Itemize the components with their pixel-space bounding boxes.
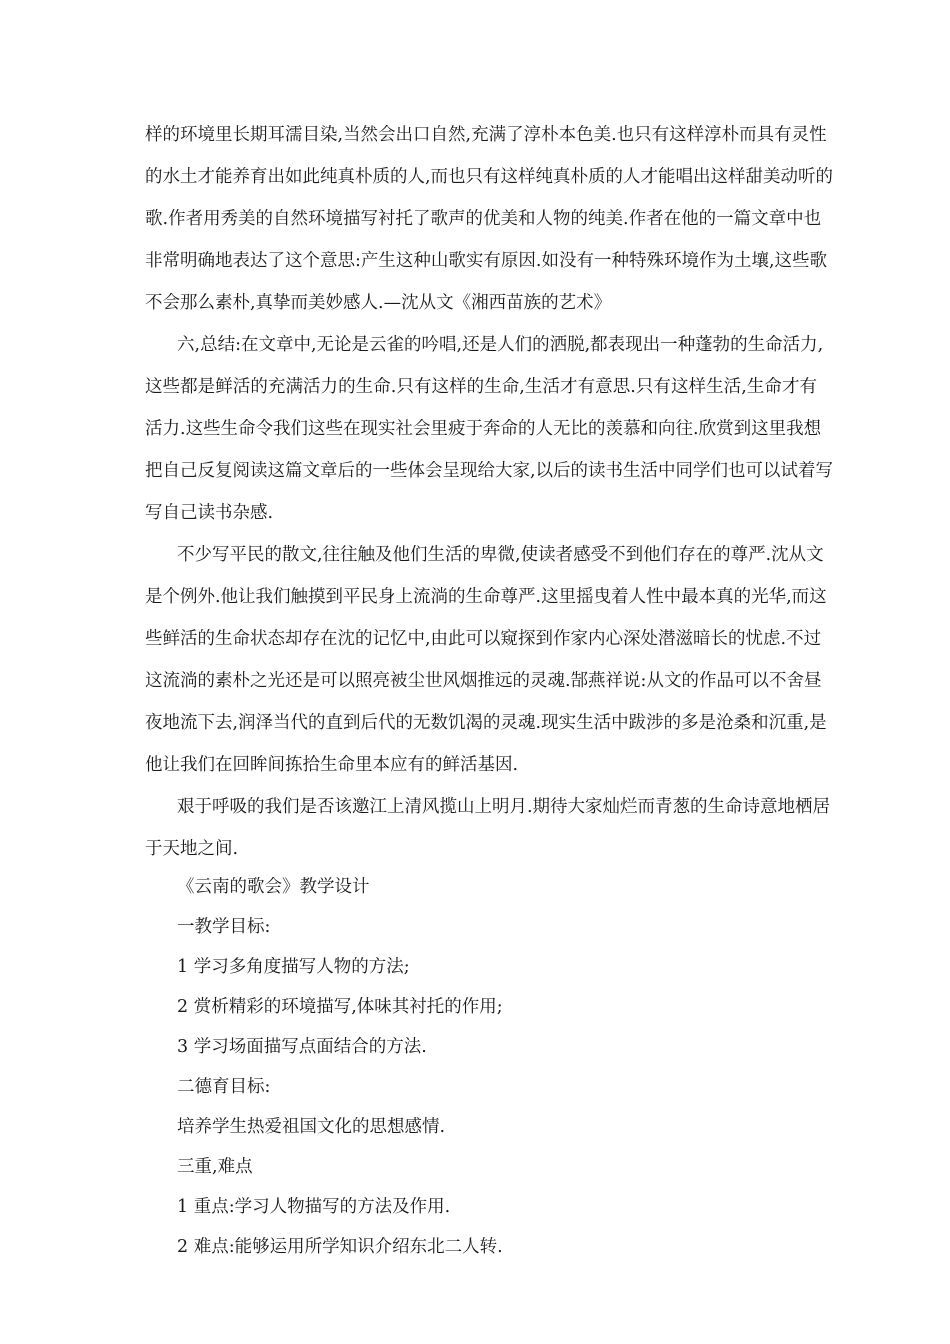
text-line: 不会那么素朴,真挚而美妙感人.—沈从文《湘西苗族的艺术》 <box>145 293 612 313</box>
text-line: 是个例外.他让我们触摸到平民身上流淌的生命尊严.这里摇曳着人性中最本真的光华,而这 <box>145 587 827 607</box>
list-item: 3 学习场面描写点面结合的方法. <box>177 1037 427 1057</box>
text-line: 活力.这些生命令我们这些在现实社会里疲于奔命的人无比的羡慕和向往.欣赏到这里我想 <box>145 419 822 439</box>
text-line: 样的环境里长期耳濡目染,当然会出口自然,充满了淳朴本色美.也只有这样淳朴而具有灵性 <box>145 125 827 145</box>
text-line: 这流淌的素朴之光还是可以照亮被尘世风烟推远的灵魂.郜燕祥说:从文的作品可以不舍昼 <box>145 671 822 691</box>
text-line: 他让我们在回眸间拣拾生命里本应有的鲜活基因. <box>145 755 519 775</box>
text-line: 不少写平民的散文,往往触及他们生活的卑微,使读者感受不到他们存在的尊严.沈从文 <box>177 545 824 565</box>
text-line: 歌.作者用秀美的自然环境描写衬托了歌声的优美和人物的纯美.作者在他的一篇文章中也 <box>145 209 822 229</box>
text-line: 非常明确地表达了这个意思:产生这种山歌实有原因.如没有一种特殊环境作为土壤,这些歌 <box>145 251 828 271</box>
text-line: 的水土才能养育出如此纯真朴质的人,而也只有这样纯真朴质的人才能唱出这样甜美动听的 <box>145 167 834 187</box>
text-line: 艰于呼吸的我们是否该邀江上清风揽山上明月.期待大家灿烂而青葱的生命诗意地栖居 <box>177 797 831 817</box>
text-line: 些鲜活的生命状态却存在沈的记忆中,由此可以窥探到作家内心深处潜滋暗长的忧虑.不过 <box>145 629 822 649</box>
text-line: 六,总结:在文章中,无论是云雀的吟唱,还是人们的洒脱,都表现出一种蓬勃的生命活力, <box>177 335 824 355</box>
list-heading: 三重,难点 <box>177 1157 253 1177</box>
list-heading: 一教学目标: <box>177 917 271 937</box>
section-title: 《云南的歌会》教学设计 <box>177 877 370 897</box>
list-item: 培养学生热爱祖国文化的思想感情. <box>177 1117 446 1137</box>
list-item: 1 重点:学习人物描写的方法及作用. <box>177 1197 451 1217</box>
list-heading: 二德育目标: <box>177 1077 271 1097</box>
text-line: 把自己反复阅读这篇文章后的一些体会呈现给大家,以后的读书生活中同学们也可以试着写 <box>145 461 834 481</box>
text-line: 夜地流下去,润泽当代的直到后代的无数饥渴的灵魂.现实生活中跋涉的多是沧桑和沉重,是 <box>145 713 827 733</box>
list-item: 1 学习多角度描写人物的方法; <box>177 957 410 977</box>
text-line: 于天地之间. <box>145 839 239 859</box>
list-item: 2 难点:能够运用所学知识介绍东北二人转. <box>177 1237 503 1257</box>
list-item: 2 赏析精彩的环境描写,体味其衬托的作用; <box>177 997 503 1017</box>
text-line: 写自己读书杂感. <box>145 503 274 523</box>
text-line: 这些都是鲜活的充满活力的生命.只有这样的生命,生活才有意思.只有这样生活,生命才有 <box>145 377 817 397</box>
